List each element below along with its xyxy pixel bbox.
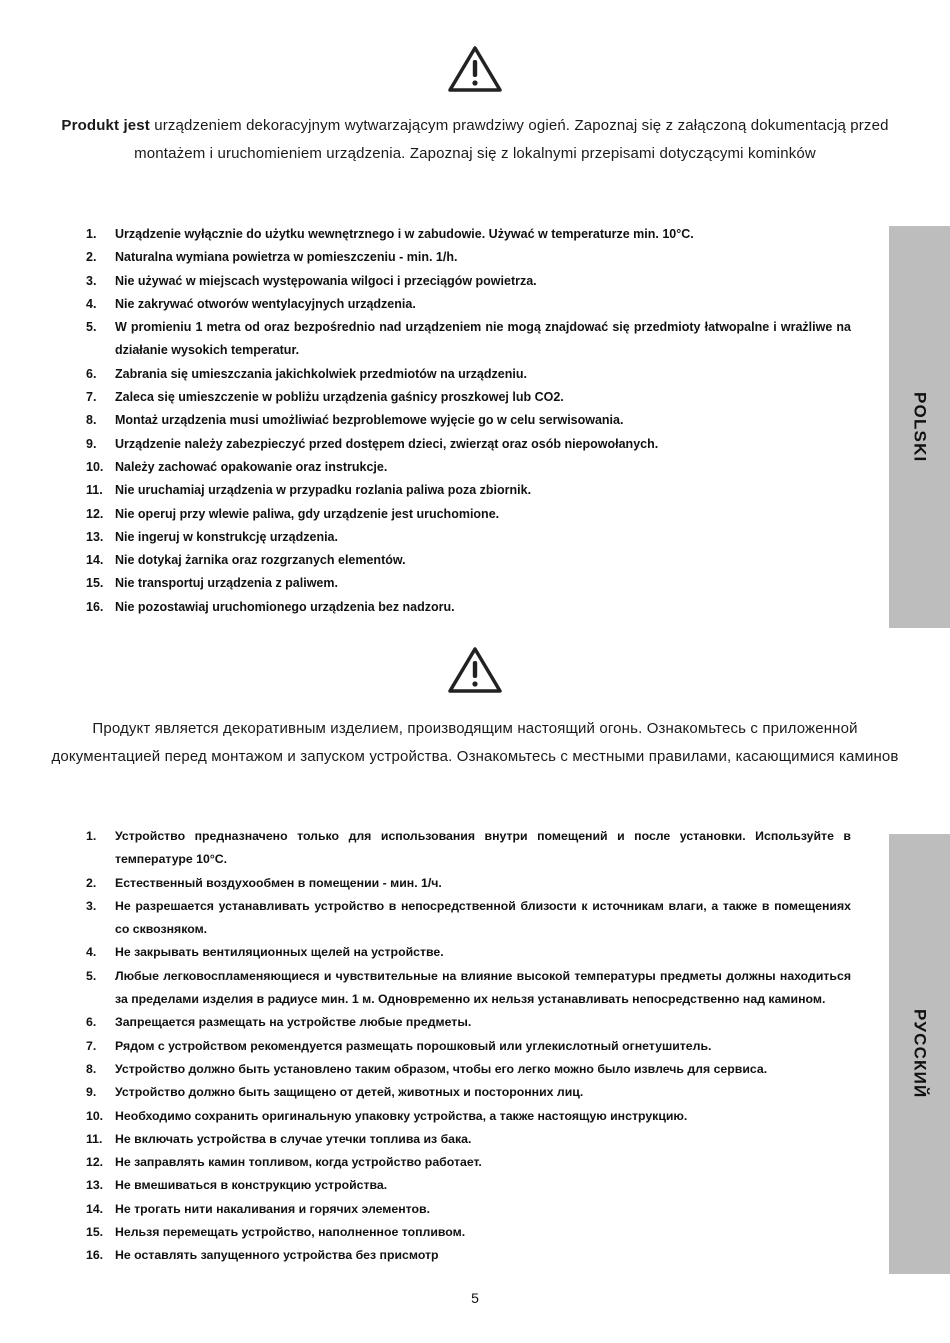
russian-list-item [86,872,851,895]
list-item-number: 12. [86,1155,104,1170]
list-item-text: Любые легковоспламеняющиеся и чувствительные на влияние высокой температуры предметы должны находиться за пределами изделия в радиусе мин. 1 м. Одновременно их нельзя устанавливать непосредственно над камином. [115,968,851,1007]
list-item-text: Необходимо сохранить оригинальную упаковку устройства, а также настоящую инструкцию. [115,1108,688,1123]
list-item-number: 7. [86,390,97,405]
russian-list-item [86,1151,851,1174]
list-item-text: Zabrania się umieszczania jakichkolwiek przedmiotów na urządzeniu. [115,366,527,381]
list-item-text: Nie uruchamiaj urządzenia w przypadku rozlania paliwa poza zbiornik. [115,483,532,498]
polish-list-item [86,433,851,456]
page-number: 5 [471,1290,479,1306]
list-item-text: Zaleca się umieszczenie w pobliżu urządzenia gaśnicy proszkowej lub CO2. [115,390,564,405]
warning-triangle-icon [447,44,503,94]
polish-list-item [86,456,851,479]
list-item-number: 14. [86,1201,104,1216]
list-item-number: 14. [86,553,104,568]
list-item-number: 10. [86,459,104,474]
russian-list-item [86,1105,851,1128]
list-item-number: 10. [86,1108,104,1123]
list-item-text: Urządzenie należy zabezpieczyć przed dostępem dzieci, zwierząt oraz osób niepowołanych. [115,436,659,451]
list-item-number: 13. [86,1178,104,1193]
list-item-text: Należy zachować opakowanie oraz instrukcje. [115,459,388,474]
list-item-number: 6. [86,1015,97,1030]
list-item-text: Не трогать нити накаливания и горячих элементов. [115,1201,431,1216]
list-item-text: Urządzenie wyłącznie do użytku wewnętrznego i w zabudowie. Używać w temperaturze min. 10°C. [115,227,694,241]
russian-list-item [86,1011,851,1034]
list-item-text: Нельзя перемещать устройство, наполненное топливом. [115,1225,466,1240]
polish-intro-lead: Produkt jest [61,117,150,134]
list-item-number: 15. [86,1225,104,1240]
russian-list-item [86,1035,851,1058]
polish-list-item [86,270,851,293]
polish-list-item [86,386,851,409]
list-item-text: W promieniu 1 metra od oraz bezpośrednio nad urządzeniem nie mogą znajdować się przedmioty łatwopalne i wrażliwe na działanie wysokich temperatur. [115,320,851,358]
list-item-number: 1. [86,227,97,241]
polish-list-item [86,596,851,619]
list-item-number: 12. [86,506,104,521]
russian-list-item [86,1244,851,1267]
list-item-text: Естественный воздухообмен в помещении - мин. 1/ч. [115,875,442,890]
list-item-number: 2. [86,875,97,890]
list-item-number: 5. [86,320,97,335]
list-item-number: 1. [86,829,97,843]
polish-list-item [86,316,851,363]
polish-intro-text: urządzeniem dekoracyjnym wytwarzającym prawdziwy ogień. Zapoznaj się z załączoną dokumentacją przed montażem i uruchomieniem urządzenia. Zapoznaj się z lokalnymi przepisami dotyczącymi kominków [134,117,889,162]
list-item-text: Рядом с устройством рекомендуется размещать порошковый или углекислотный огнетушитель. [115,1038,712,1053]
list-item-text: Nie zakrywać otworów wentylacyjnych urządzenia. [115,296,416,311]
polish-list-item [86,572,851,595]
list-item-number: 9. [86,1085,97,1100]
russian-safety-list [86,825,851,1268]
list-item-text: Запрещается размещать на устройстве любые предметы. [115,1015,472,1030]
list-item-number: 16. [86,1248,104,1263]
list-item-text: Nie pozostawiaj uruchomionego urządzenia bez nadzoru. [115,599,455,614]
list-item-number: 11. [86,483,103,498]
russian-list-item [86,1058,851,1081]
list-item-number: 16. [86,599,104,614]
polish-list-item [86,246,851,269]
russian-list-item [86,1198,851,1221]
polish-list-item [86,526,851,549]
list-item-text: Не вмешиваться в конструкцию устройства. [115,1178,388,1193]
russian-list-item [86,825,851,872]
list-item-text: Nie transportuj urządzenia z paliwem. [115,576,338,591]
list-item-text: Naturalna wymiana powietrza w pomieszczeniu - min. 1/h. [115,250,458,265]
list-item-text: Устройство должно быть защищено от детей, животных и посторонних лиц. [115,1085,584,1100]
list-item-number: 2. [86,250,97,265]
russian-list-item [86,1174,851,1197]
warning-triangle-icon [447,645,503,695]
list-item-number: 8. [86,1061,97,1076]
list-item-text: Не включать устройства в случае утечки топлива из бака. [115,1131,472,1146]
side-tab-russian [889,834,950,1274]
russian-list-item [86,1221,851,1244]
side-tab-polish [889,226,950,628]
list-item-text: Устройство должно быть установлено таким образом, чтобы его легко можно было извлечь для сервиса. [115,1061,768,1076]
list-item-number: 15. [86,576,104,591]
list-item-number: 11. [86,1131,103,1146]
side-tab-russian-label: РУССКИЙ [910,1009,930,1099]
russian-intro: Продукт является декоративным изделием, производящим настоящий огонь. Ознакомьтесь с приложенной документацией перед монтажом и запуском устройства. Ознакомьтесь с местными правилами, касающимися каминов [51,720,899,765]
side-tab-polish-label: POLSKI [910,391,930,463]
russian-list-item [86,941,851,964]
list-item-number: 7. [86,1038,97,1053]
russian-list-item [86,1128,851,1151]
polish-list-item [86,363,851,386]
list-item-text: Устройство предназначено только для использования внутри помещений и после установки. Используйте в температуре 10°С. [115,829,851,867]
list-item-text: Nie operuj przy wlewie paliwa, gdy urządzenie jest uruchomione. [115,506,500,521]
list-item-text: Не оставлять запущенного устройства без присмотр [115,1248,439,1263]
list-item-number: 5. [86,968,97,983]
list-item-text: Nie dotykaj żarnika oraz rozgrzanych elementów. [115,553,406,568]
list-item-text: Nie ingeruj w konstrukcję urządzenia. [115,529,338,544]
russian-list-item [86,1081,851,1104]
polish-intro [50,112,900,167]
list-item-number: 3. [86,898,97,913]
polish-safety-list [86,223,851,619]
list-item-text: Не закрывать вентиляционных щелей на устройстве. [115,945,444,960]
list-item-number: 9. [86,436,97,451]
russian-list-item [86,965,851,1012]
list-item-number: 4. [86,945,97,960]
list-item-number: 4. [86,296,97,311]
list-item-text: Не заправлять камин топливом, когда устройство работает. [115,1155,482,1170]
polish-list-item [86,293,851,316]
list-item-text: Montaż urządzenia musi umożliwiać bezproblemowe wyjęcie go w celu serwisowania. [115,413,624,428]
list-item-number: 8. [86,413,97,428]
polish-list-item [86,503,851,526]
russian-list-item [86,895,851,942]
list-item-text: Не разрешается устанавливать устройство в непосредственной близости к источникам влаги, а также в помещениях со сквозняком. [115,898,851,937]
polish-list-item [86,409,851,432]
polish-list-item [86,223,851,246]
polish-list-item [86,549,851,572]
list-item-number: 13. [86,529,104,544]
list-item-number: 3. [86,273,97,288]
list-item-number: 6. [86,366,97,381]
list-item-text: Nie używać w miejscach występowania wilgoci i przeciągów powietrza. [115,273,537,288]
polish-list-item [86,479,851,502]
